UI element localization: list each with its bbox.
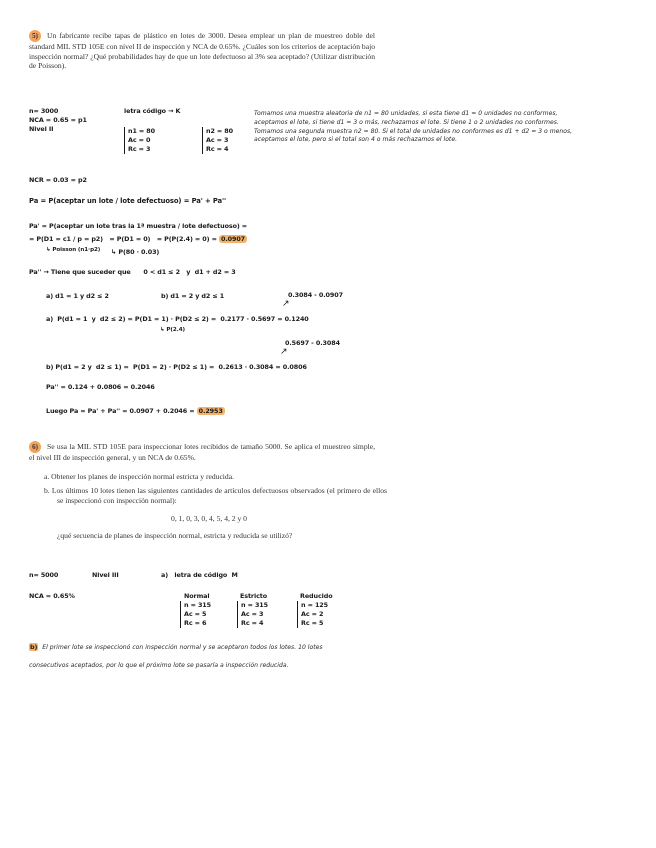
pa1-calc-a: = P(D1 = c1 / p = p2) [29, 235, 103, 243]
problem-5-number: 5) [29, 30, 41, 42]
case-a-top-values: 0.3084 - 0.0907 [288, 291, 343, 299]
problem-6-text: Se usa la MIL STD 105E para inspeccionar lotes recibidos de tamaño 5000. Se aplica el muestreo simple, el nivel III de inspección general, y un NCA de 0.65%. [29, 442, 375, 462]
plan2-n: n2 = 80 [206, 127, 233, 135]
case-b-calc: b) P(d1 = 2 y d2 ≤ 1) = P(D1 = 2) · P(D2 ≤ 1) = 0.2613 · 0.3084 = 0.0806 [46, 363, 307, 371]
pa1-definition: Pa' = P(aceptar un lote tras la 1ª muestra / lote defectuoso) = [29, 222, 248, 230]
p6-nivel: Nivel III [92, 571, 119, 579]
plan1-n: n1 = 80 [128, 127, 155, 135]
problem-6-item-a: a. Obtener los planes de inspección normal estricta y reducida. [44, 472, 234, 481]
given-n: n= 3000 [29, 107, 59, 115]
case-b-label: b) d1 = 2 y d2 ≤ 1 [161, 292, 225, 300]
case-a-label: a) d1 = 1 y d2 ≤ 2 [46, 292, 109, 300]
pa1-calc-b: = P(D1 = 0) [109, 235, 151, 243]
final-result-highlight: 0.2953 [198, 407, 223, 415]
final-result-line [46, 407, 225, 415]
pa2-result: Pa'' = 0.124 + 0.0806 = 0.2046 [46, 383, 155, 391]
normal-n: n = 315 [184, 601, 211, 609]
problem-5-statement [29, 30, 375, 71]
letra-codigo: letra código → K [124, 107, 181, 115]
plan-first-sample [124, 127, 155, 154]
pa1-result-highlight: 0.0907 [220, 235, 246, 243]
pa1-poisson-note-2: ↳ P(80 · 0.03) [111, 248, 160, 256]
p6-answer-b-text: El primer lote se inspeccionó con inspección normal y se aceptaron todos los lotes. 10 lotes consecutivos aceptados, por lo que el próximo lote se pasaría a inspección reducida. [29, 644, 323, 669]
plan-reducido [297, 601, 328, 628]
plan-normal [180, 601, 211, 628]
plan-normal-head: Normal [184, 592, 210, 600]
plan1-ac: Ac = 0 [128, 136, 151, 144]
problem-6-number: 6) [29, 441, 41, 453]
arrow-up-icon-2: ↗ [280, 347, 288, 357]
estricto-rc: Rc = 4 [241, 619, 264, 627]
p6-nca: NCA = 0.65% [29, 592, 75, 600]
reducido-rc: Rc = 5 [301, 619, 324, 627]
given-nca: NCA = 0.65 = p1 [29, 116, 87, 124]
p6-answer-a: a) letra de código M [161, 571, 238, 579]
p6-answer-b [29, 636, 359, 672]
problem-6-question: ¿qué secuencia de planes de inspección normal, estricta y reducida se utilizó? [57, 531, 293, 540]
case-a-poisson-note: ↳ P(2.4) [160, 327, 185, 333]
plan1-rc: Rc = 3 [128, 145, 151, 153]
estricto-n: n = 315 [241, 601, 268, 609]
plan-reducido-head: Reducido [300, 592, 333, 600]
case-b-top-values: 0.5697 - 0.3084 [285, 339, 340, 347]
pa1-poisson-note: ↳ Poisson (n1·p2) [46, 247, 101, 253]
pa-definition: Pa = P(aceptar un lote / lote defectuoso) = Pa' + Pa'' [29, 197, 227, 205]
plan-explanation: Tomamos una muestra aleatoria de n1 = 80 unidades, si esta tiene d1 = 0 unidades no conformes, aceptamos el lote, si tiene d1 = 3 o más, rechazamos el lote. Si tiene 1 o 2 unidades no conformes. Tomamos una segunda muestra n2 = 80. Si el total de unidades no conformes es d1 + d2 = 3 o menos, aceptamos el lote, pero si el total son 4 o más rechazamos el lote. [254, 110, 573, 144]
p6-given-n: n= 5000 [29, 571, 59, 579]
problem-5-given [29, 107, 87, 134]
final-prefix: Luego Pa = Pa' + Pa'' = 0.0907 + 0.2046 = [46, 407, 195, 415]
given-nivel: Nivel II [29, 125, 54, 133]
plan-estricto [237, 601, 268, 628]
plan2-ac: Ac = 3 [206, 136, 229, 144]
pa1-calc-c: = P(P(2.4) = 0) = [156, 235, 217, 243]
case-a-calc: a) P(d1 = 1 y d2 ≤ 2) = P(D1 = 1) · P(D2 ≤ 2) = 0.2177 · 0.5697 = 0.1240 [46, 315, 309, 323]
reducido-n: n = 125 [301, 601, 328, 609]
problem-6-statement [29, 441, 375, 463]
ncr-line: NCR = 0.03 = p2 [29, 176, 87, 184]
plan-estricto-head: Estricto [240, 592, 267, 600]
pa2-definition: Pa'' → Tiene que suceder que 0 < d1 ≤ 2 y d1 + d2 = 3 [29, 268, 236, 276]
plan2-rc: Rc = 4 [206, 145, 229, 153]
p6-answer-b-label: b) [30, 643, 38, 651]
defect-sequence: 0, 1, 0, 3, 0, 4, 5, 4, 2 y 0 [171, 514, 247, 523]
plan-second-sample [202, 127, 233, 154]
normal-rc: Rc = 6 [184, 619, 207, 627]
arrow-up-icon: ↗ [282, 299, 290, 309]
problem-6-item-b: b. Los últimos 10 lotes tienen las siguientes cantidades de artículos defectuosos observados (el primero de ellos se inspeccionó con inspección normal): [44, 486, 387, 505]
problem-5-text: Un fabricante recibe tapas de plástico en lotes de 3000. Desea emplear un plan de muestreo doble del standard MIL STD 105E con nivel II de inspección y NCA de 0.65%. ¿Cuáles son los criterios de aceptación bajo inspección normal? ¿Qué probabilidades hay de que un lote defectuoso al 3% sea aceptado? (Utilizar distribución de Poisson). [29, 31, 375, 71]
reducido-ac: Ac = 2 [301, 610, 324, 618]
pa1-calc [29, 235, 247, 243]
estricto-ac: Ac = 3 [241, 610, 264, 618]
normal-ac: Ac = 5 [184, 610, 207, 618]
